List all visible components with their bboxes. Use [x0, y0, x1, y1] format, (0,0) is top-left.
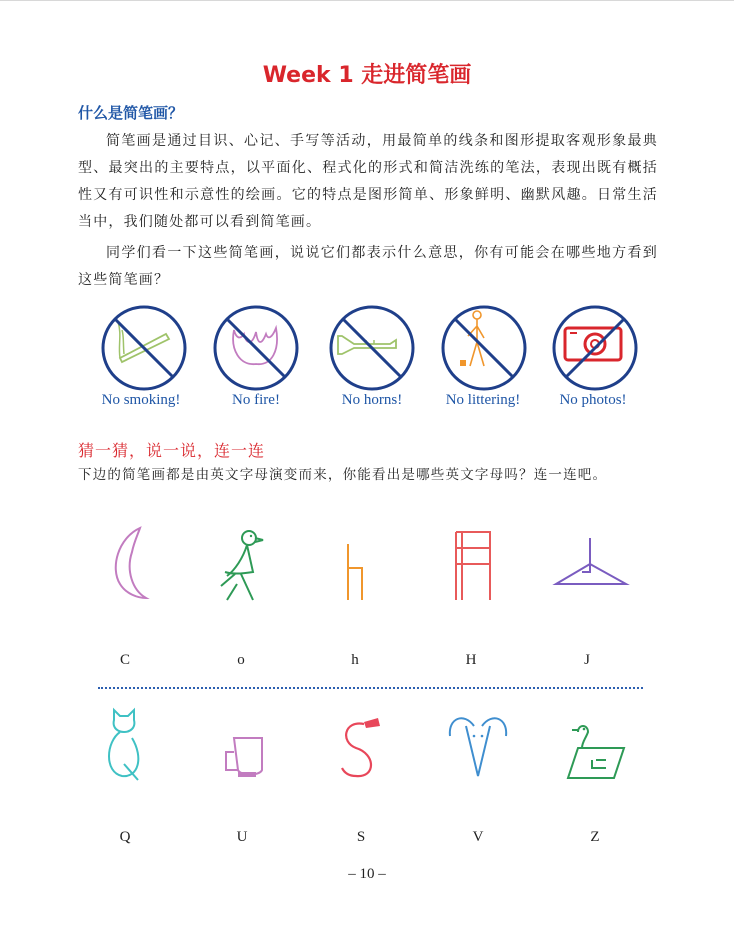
bookshelf-drawing-icon: [432, 518, 512, 608]
duck-drawing-icon: [556, 702, 636, 792]
guess-instructions: 下边的简笔画都是由英文字母演变而来，你能看出是哪些英文字母吗？连一连吧。: [78, 467, 608, 483]
cup-drawing-icon: [204, 702, 284, 792]
hanger-drawing-icon: [550, 518, 630, 608]
snake-drawing-icon: [320, 702, 400, 792]
cat-drawing-icon: [84, 702, 164, 792]
page-number: – 10 –: [348, 866, 386, 882]
dotted-divider: [98, 687, 643, 689]
sign-caption-no-smoking: No smoking!: [101, 392, 181, 408]
sign-caption-no-littering: No littering!: [445, 392, 521, 408]
no-smoking-icon: [98, 302, 190, 394]
intro-paragraph: 简笔画是通过目识、心记、手写等活动，用最简单的线条和图形提取客观形象最典型、最突出的主要特点，以平面化、程式化的形式和简洁洗练的笔法，表现出既有概括性又有可识性和示意性的绘画。它的特点是图形简单、形象鲜明、幽默风趣。日常生活当中，我们随处都可以看到简笔画。: [78, 133, 658, 230]
sign-caption-no-photos: No photos!: [559, 392, 627, 408]
moon-drawing-icon: [88, 518, 168, 608]
sign-caption-no-fire: No fire!: [232, 392, 280, 408]
page-title: Week 1 走进简笔画: [262, 63, 472, 88]
no-photos-icon: [549, 302, 641, 394]
no-horns-icon: [326, 302, 418, 394]
section-heading-what-is: 什么是简笔画？: [78, 104, 184, 122]
letter-label: V: [472, 829, 484, 845]
question-paragraph: 同学们看一下这些简笔画，说说它们都表示什么意思，你有可能会在哪些地方看到这些简笔画？: [78, 245, 658, 288]
letter-label: Z: [590, 829, 600, 845]
letter-label: S: [356, 829, 366, 845]
no-littering-icon: [438, 302, 530, 394]
section-heading-guess: 猜一猜，说一说，连一连: [78, 441, 266, 460]
letter-label: o: [237, 652, 245, 668]
letter-label: U: [236, 829, 248, 845]
letter-label: J: [584, 652, 590, 668]
letter-label: C: [119, 652, 130, 668]
letter-label: Q: [119, 829, 131, 845]
goat-drawing-icon: [438, 702, 518, 792]
letter-label: H: [465, 652, 477, 668]
bird-drawing-icon: [205, 518, 285, 608]
no-fire-icon: [210, 302, 302, 394]
letter-label: h: [351, 652, 359, 668]
top-rule: [0, 0, 734, 1]
chair-drawing-icon: [316, 518, 396, 608]
sign-caption-no-horns: No horns!: [341, 392, 403, 408]
